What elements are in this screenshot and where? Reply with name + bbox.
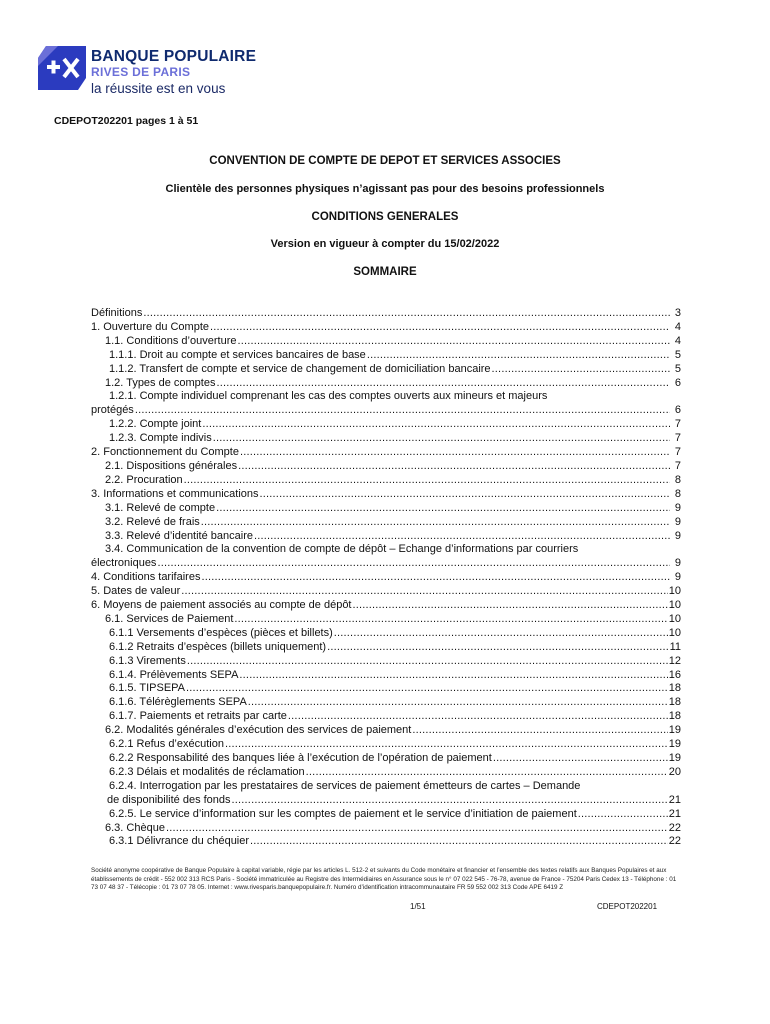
toc-entry-page: 9 (674, 515, 681, 528)
toc-dot-leader (181, 585, 667, 599)
toc-entry-page: 8 (674, 487, 681, 500)
document-subtitle: Clientèle des personnes physiques n’agissant pas pour des besoins professionnels (165, 183, 605, 195)
toc-entry[interactable] (91, 502, 681, 516)
toc-dot-leader (210, 321, 670, 335)
bank-logo (38, 42, 278, 102)
toc-entry-page: 19 (668, 724, 681, 737)
toc-entry-page: 21 (668, 793, 681, 806)
document-reference: CDEPOT202201 pages 1 à 51 (54, 115, 199, 127)
toc-entry[interactable] (91, 474, 681, 488)
plus-x-logo-icon (38, 46, 86, 90)
toc-entry-label: 1. Ouverture du Compte (91, 320, 210, 333)
summary-heading: SOMMAIRE (353, 266, 417, 278)
toc-entry[interactable] (91, 766, 681, 780)
toc-dot-leader (493, 752, 668, 766)
toc-entry-page: 12 (668, 654, 681, 667)
toc-entry-page: 22 (668, 821, 681, 834)
toc-dot-leader (254, 530, 670, 544)
toc-entry[interactable] (91, 432, 681, 446)
toc-entry[interactable] (91, 822, 681, 836)
toc-entry-label: 3.4. Communication de la convention de compte de dépôt – Echange d’informations par courriers (105, 543, 579, 556)
toc-dot-leader (216, 377, 670, 391)
toc-entry-label: 5. Dates de valeur (91, 585, 181, 598)
toc-entry-label: 6.1.1 Versements d’espèces (pièces et billets) (109, 626, 333, 639)
toc-entry-label: 6.1.4. Prélèvements SEPA (109, 668, 239, 681)
toc-entry-label: 6.1.3 Virements (109, 654, 186, 667)
toc-entry-label: 2.1. Dispositions générales (105, 459, 238, 472)
toc-entry[interactable] (91, 557, 681, 571)
toc-entry-label: 6.2.3 Délais et modalités de réclamation (109, 765, 305, 778)
toc-entry-page: 21 (668, 807, 681, 820)
toc-entry-page: 10 (668, 626, 681, 639)
toc-entry[interactable] (91, 390, 681, 404)
toc-entry-page: 19 (668, 738, 681, 751)
toc-entry[interactable] (91, 599, 681, 613)
toc-entry-label: 1.2.3. Compte indivis (109, 432, 212, 445)
toc-entry-page: 4 (674, 334, 681, 347)
toc-dot-leader (213, 432, 670, 446)
toc-dot-leader (143, 307, 670, 321)
legal-notice: Société anonyme coopérative de Banque Populaire à capital variable, régie par les articles L. 512-2 et suivants du Code monétaire et financier et l’ensemble des textes relatifs aux Banques Populaires et aux établissements de crédit - 552 002 313 RCS Paris - Société immatriculée au Registre des Intermédiaires en Assurance sous le n° 07 022 545 - 76-78, avenue de France - 75204 Paris Cedex 13 - Téléphone : 01 73 07 48 37 - Télécopie : 01 73 07 78 05. Internet : www.rivesparis.banquepopulaire.fr. Numéro d’identification intracommunautaire FR 59 552 002 313 Code APE 6419 Z (91, 867, 677, 892)
toc-entry-page: 18 (668, 696, 681, 709)
toc-entry-page: 9 (674, 571, 681, 584)
toc-dot-leader (166, 822, 668, 836)
bank-tagline: la réussite est en vous (91, 81, 226, 96)
toc-entry[interactable] (91, 335, 681, 349)
toc-entry[interactable] (91, 349, 681, 363)
toc-entry-page: 11 (669, 640, 681, 653)
toc-entry-label: 6.2. Modalités générales d’exécution des services de paiement (105, 724, 412, 737)
toc-entry[interactable] (91, 460, 681, 474)
toc-dot-leader (578, 808, 668, 822)
toc-dot-leader (412, 724, 667, 738)
toc-dot-leader (201, 571, 670, 585)
toc-entry-label: 2. Fonctionnement du Compte (91, 446, 239, 459)
toc-dot-leader (234, 613, 667, 627)
toc-entry-page: 18 (668, 710, 681, 723)
toc-entry-page: 20 (668, 765, 681, 778)
toc-dot-leader (238, 460, 670, 474)
toc-entry-page: 8 (674, 473, 681, 486)
toc-entry[interactable] (91, 724, 681, 738)
toc-entry[interactable] (91, 418, 681, 432)
toc-dot-leader (353, 599, 668, 613)
toc-entry-page: 3 (674, 307, 681, 319)
toc-entry-page: 18 (668, 682, 681, 695)
toc-entry-label: 3. Informations et communications (91, 487, 259, 500)
toc-entry-label: 6.3. Chèque (105, 821, 165, 834)
toc-entry-label: protégés (91, 404, 134, 417)
toc-entry[interactable] (91, 516, 681, 530)
toc-entry[interactable] (91, 363, 681, 377)
toc-entry[interactable] (91, 752, 681, 766)
toc-dot-leader (260, 488, 670, 502)
toc-entry-page: 5 (674, 348, 681, 361)
toc-entry-label: 1.1.1. Droit au compte et services bancaires de base (109, 348, 366, 361)
toc-dot-leader (288, 710, 668, 724)
toc-entry-label: 2.2. Procuration (105, 473, 183, 486)
toc-entry[interactable] (91, 710, 681, 724)
toc-entry[interactable] (91, 655, 681, 669)
toc-entry-label: 1.1.2. Transfert de compte et service de changement de domiciliation bancaire (109, 362, 491, 375)
bank-name: BANQUE POPULAIRE (91, 48, 257, 65)
toc-entry[interactable] (91, 696, 681, 710)
version-date: Version en vigueur à compter du 15/02/2022 (270, 238, 500, 250)
toc-entry-label: 6.2.1 Refus d’exécution (109, 738, 224, 751)
toc-entry[interactable] (91, 682, 681, 696)
toc-dot-leader (232, 794, 668, 808)
page-number: 1/51 (410, 902, 426, 911)
toc-dot-leader (237, 335, 670, 349)
toc-entry-page: 6 (674, 404, 681, 417)
toc-dot-leader (334, 627, 668, 641)
toc-entry-page: 10 (668, 585, 681, 598)
toc-entry-page: 4 (674, 320, 681, 333)
toc-entry[interactable] (91, 530, 681, 544)
toc-entry[interactable] (91, 669, 681, 683)
toc-dot-leader (367, 349, 670, 363)
toc-entry-label: 1.2.1. Compte individuel comprenant les cas des comptes ouverts aux mineurs et majeurs (109, 390, 548, 403)
toc-dot-leader (225, 738, 668, 752)
toc-entry-label: 6.2.5. Le service d’information sur les comptes de paiement et le service d’initiation de paiement (109, 807, 577, 820)
toc-entry[interactable] (91, 641, 681, 655)
toc-dot-leader (216, 502, 670, 516)
toc-dot-leader (248, 696, 668, 710)
section-title: CONDITIONS GENERALES (311, 211, 459, 223)
toc-entry-page: 10 (668, 612, 681, 625)
toc-entry-label: 6.1. Services de Paiement (105, 612, 234, 625)
toc-entry-page: 6 (674, 376, 681, 389)
toc-entry-label: 1.2.2. Compte joint (109, 418, 202, 431)
toc-dot-leader (250, 835, 668, 849)
toc-entry-page: 9 (674, 529, 681, 542)
toc-entry-label: 3.3. Relevé d’identité bancaire (105, 529, 253, 542)
toc-entry[interactable] (91, 488, 681, 502)
toc-entry[interactable] (91, 446, 681, 460)
toc-entry-label: 4. Conditions tarifaires (91, 571, 201, 584)
bank-region: RIVES DE PARIS (91, 65, 191, 79)
toc-entry[interactable] (91, 585, 681, 599)
toc-entry-label: 6.2.4. Interrogation par les prestataires de services de paiement émetteurs de cartes – Demande (109, 779, 581, 792)
toc-entry-label: 6.1.7. Paiements et retraits par carte (109, 710, 287, 723)
toc-entry-page: 7 (674, 446, 681, 459)
toc-dot-leader (202, 418, 670, 432)
toc-entry-label: Définitions (91, 307, 143, 319)
toc-entry-label: 6. Moyens de paiement associés au compte de dépôt (91, 599, 352, 612)
toc-entry[interactable] (91, 738, 681, 752)
toc-entry-page: 19 (668, 752, 681, 764)
toc-entry[interactable] (91, 543, 681, 557)
toc-entry-page: 9 (674, 501, 681, 514)
toc-entry-label: électroniques (91, 557, 157, 570)
toc-entry-label: 6.1.5. TIPSEPA (109, 682, 186, 695)
toc-entry[interactable] (91, 808, 681, 822)
toc-dot-leader (492, 363, 670, 377)
toc-dot-leader (327, 641, 669, 655)
toc-dot-leader (157, 557, 670, 571)
toc-entry[interactable] (91, 377, 681, 391)
document-title: CONVENTION DE COMPTE DE DEPOT ET SERVICES ASSOCIES (209, 155, 561, 167)
toc-entry[interactable] (91, 627, 681, 641)
toc-entry-page: 22 (668, 835, 681, 848)
footer-reference: CDEPOT202201 (597, 902, 658, 911)
toc-entry[interactable] (91, 794, 681, 808)
toc-dot-leader (186, 682, 668, 696)
toc-dot-leader (201, 516, 670, 530)
toc-entry-label: 1.2. Types de comptes (105, 376, 216, 389)
toc-entry-label: 3.2. Relevé de frais (105, 515, 200, 528)
toc-entry-label: 6.3.1 Délivrance du chéquier (109, 835, 250, 848)
toc-entry-label: 1.1. Conditions d’ouverture (105, 334, 237, 347)
toc-entry-page: 7 (674, 459, 681, 472)
toc-dot-leader (306, 766, 668, 780)
table-of-contents (91, 307, 681, 849)
toc-dot-leader (187, 655, 668, 669)
toc-entry[interactable] (91, 404, 681, 418)
toc-dot-leader (135, 404, 670, 418)
toc-entry-page: 9 (674, 557, 681, 570)
toc-entry[interactable] (91, 780, 681, 794)
toc-entry-label: de disponibilité des fonds (107, 793, 231, 806)
toc-entry-page: 10 (668, 599, 681, 612)
toc-entry-label: 6.2.2 Responsabilité des banques liée à l’exécution de l’opération de paiement (109, 752, 492, 764)
toc-entry-label: 6.1.2 Retraits d’espèces (billets uniquement) (109, 640, 327, 653)
toc-entry-page: 16 (668, 668, 681, 681)
toc-entry[interactable] (91, 307, 681, 321)
toc-dot-leader (240, 446, 670, 460)
toc-dot-leader (239, 669, 667, 683)
toc-entry[interactable] (91, 835, 681, 849)
toc-entry-page: 7 (674, 432, 681, 445)
toc-entry-label: 6.1.6. Télérèglements SEPA (109, 696, 247, 709)
toc-entry[interactable] (91, 571, 681, 585)
toc-entry[interactable] (91, 321, 681, 335)
toc-entry[interactable] (91, 613, 681, 627)
toc-entry-label: 3.1. Relevé de compte (105, 501, 216, 514)
toc-dot-leader (184, 474, 670, 488)
toc-entry-page: 5 (674, 362, 681, 375)
toc-entry-page: 7 (674, 418, 681, 431)
